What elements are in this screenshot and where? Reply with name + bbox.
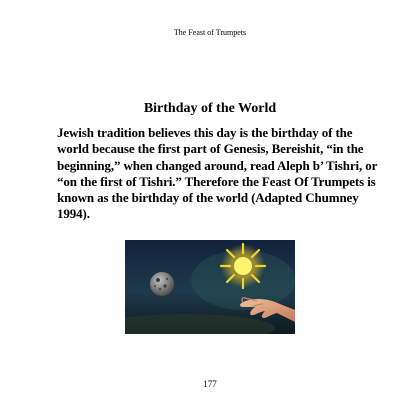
page-number: 177 [203, 379, 217, 389]
creation-illustration [125, 240, 295, 334]
running-header: The Feast of Trumpets [173, 28, 247, 37]
section-heading: Birthday of the World [143, 101, 277, 116]
moon-icon [150, 272, 174, 296]
body-paragraph: Jewish tradition believes this day is the birthday of the world because the first part of Genesis, Bereishit, “in the beginning,” when changed around, read Aleph b’ Tishri, or “on the first of Tishri.” Therefore the Feast Of Trumpets is known as the birthday of the world (Adapted Chumney 1994). [57, 125, 378, 222]
sun-icon [221, 244, 265, 288]
